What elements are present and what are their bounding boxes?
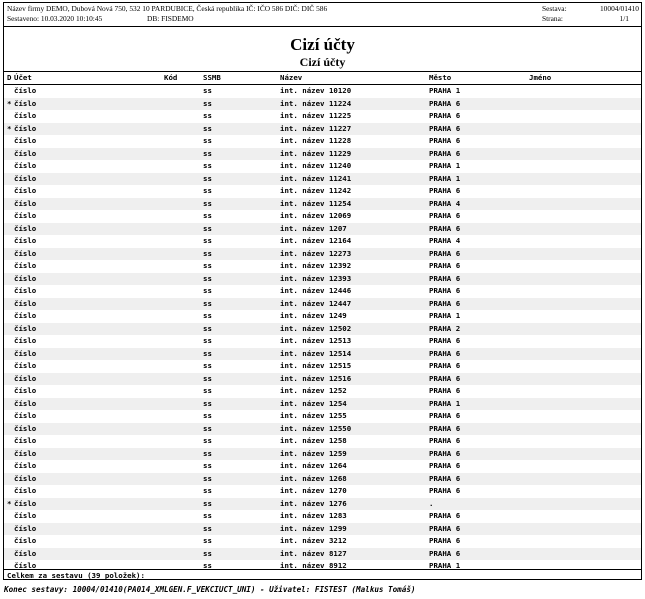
cell-mesto: PRAHA 1 xyxy=(429,398,461,408)
cell-ucet: číslo xyxy=(14,536,37,545)
cell-ssmb: ss xyxy=(203,111,212,120)
cell-nazev: int. název 11240 xyxy=(280,161,352,170)
cell-ucet: číslo xyxy=(14,511,37,520)
cell-ssmb: ss xyxy=(203,373,212,383)
account-table-body xyxy=(4,85,641,573)
table-row xyxy=(4,123,641,136)
report-total-label: Celkem za sestavu (39 položek): xyxy=(7,571,145,580)
cell-nazev: int. název 12069 xyxy=(280,211,352,220)
table-row xyxy=(4,485,641,498)
cell-ssmb: ss xyxy=(203,273,212,283)
cell-nazev: int. název 8127 xyxy=(280,548,347,558)
column-header-row xyxy=(4,71,641,85)
table-row xyxy=(4,335,641,348)
cell-mesto: PRAHA 6 xyxy=(429,461,461,470)
cell-mesto: PRAHA 6 xyxy=(429,511,461,520)
cell-mesto: PRAHA 6 xyxy=(429,436,461,445)
cell-nazev: int. název 1254 xyxy=(280,398,347,408)
cell-nazev: int. název 11224 xyxy=(280,98,352,108)
cell-mesto: PRAHA 1 xyxy=(429,311,461,320)
cell-mesto: PRAHA 6 xyxy=(429,473,461,483)
column-header-nazev: Název xyxy=(280,73,303,82)
cell-ssmb: ss xyxy=(203,361,212,370)
cell-ssmb: ss xyxy=(203,411,212,420)
cell-d: * xyxy=(7,123,12,133)
column-header-jmeno: Jméno xyxy=(529,73,552,82)
cell-ucet: číslo xyxy=(14,261,37,270)
table-row xyxy=(4,248,641,261)
table-row xyxy=(4,448,641,461)
table-row xyxy=(4,385,641,398)
cell-ssmb: ss xyxy=(203,336,212,345)
cell-nazev: int. název 12447 xyxy=(280,298,352,308)
cell-ucet: číslo xyxy=(14,198,37,208)
cell-nazev: int. název 10120 xyxy=(280,86,352,95)
cell-ucet: číslo xyxy=(14,423,37,433)
cell-nazev: int. název 1207 xyxy=(280,223,347,233)
cell-mesto: PRAHA 6 xyxy=(429,386,461,395)
cell-ssmb: ss xyxy=(203,211,212,220)
table-row xyxy=(4,323,641,336)
cell-ssmb: ss xyxy=(203,398,212,408)
table-row xyxy=(4,473,641,486)
cell-nazev: int. název 12502 xyxy=(280,323,352,333)
cell-ucet: číslo xyxy=(14,311,37,320)
cell-mesto: PRAHA 6 xyxy=(429,411,461,420)
cell-ucet: číslo xyxy=(14,448,37,458)
report-id-label: Sestava: xyxy=(542,4,567,13)
cell-mesto: PRAHA 6 xyxy=(429,111,461,120)
column-header-d: D xyxy=(7,73,12,82)
cell-mesto: PRAHA 6 xyxy=(429,261,461,270)
cell-nazev: int. název 1268 xyxy=(280,473,347,483)
cell-ucet: číslo xyxy=(14,386,37,395)
column-header-ssmb: SSMB xyxy=(203,73,221,82)
cell-ucet: číslo xyxy=(14,548,37,558)
cell-ucet: číslo xyxy=(14,236,37,245)
table-row xyxy=(4,273,641,286)
table-row xyxy=(4,510,641,523)
table-row xyxy=(4,198,641,211)
cell-ucet: číslo xyxy=(14,373,37,383)
column-header-ucet: Účet xyxy=(14,73,32,82)
cell-nazev: int. název 12514 xyxy=(280,348,352,358)
cell-nazev: int. název 12516 xyxy=(280,373,352,383)
table-row xyxy=(4,523,641,536)
cell-mesto: PRAHA 6 xyxy=(429,448,461,458)
column-header-kod: Kód xyxy=(164,73,178,82)
cell-nazev: int. název 1255 xyxy=(280,411,347,420)
table-row xyxy=(4,435,641,448)
table-row xyxy=(4,398,641,411)
cell-nazev: int. název 8912 xyxy=(280,561,347,570)
cell-ucet: číslo xyxy=(14,286,37,295)
report-id-value: 10004/01410 xyxy=(599,4,639,13)
cell-mesto: PRAHA 6 xyxy=(429,148,461,158)
cell-ucet: číslo xyxy=(14,123,37,133)
report-header xyxy=(4,3,641,27)
cell-ssmb: ss xyxy=(203,98,212,108)
cell-mesto: PRAHA 6 xyxy=(429,486,461,495)
table-row xyxy=(4,173,641,186)
table-row xyxy=(4,298,641,311)
cell-ssmb: ss xyxy=(203,473,212,483)
cell-mesto: PRAHA 2 xyxy=(429,323,461,333)
cell-ssmb: ss xyxy=(203,161,212,170)
table-row xyxy=(4,460,641,473)
cell-nazev: int. název 11229 xyxy=(280,148,352,158)
cell-ucet: číslo xyxy=(14,436,37,445)
table-row xyxy=(4,160,641,173)
cell-mesto: PRAHA 1 xyxy=(429,173,461,183)
cell-ssmb: ss xyxy=(203,298,212,308)
cell-ssmb: ss xyxy=(203,136,212,145)
cell-nazev: int. název 12515 xyxy=(280,361,352,370)
cell-ucet: číslo xyxy=(14,398,37,408)
table-row xyxy=(4,423,641,436)
cell-mesto: PRAHA 6 xyxy=(429,298,461,308)
cell-ucet: číslo xyxy=(14,248,37,258)
cell-ssmb: ss xyxy=(203,186,212,195)
cell-mesto: PRAHA 6 xyxy=(429,123,461,133)
cell-ssmb: ss xyxy=(203,198,212,208)
cell-ssmb: ss xyxy=(203,123,212,133)
cell-ssmb: ss xyxy=(203,461,212,470)
cell-nazev: int. název 12393 xyxy=(280,273,352,283)
cell-mesto: PRAHA 6 xyxy=(429,286,461,295)
cell-nazev: int. název 11254 xyxy=(280,198,352,208)
cell-mesto: PRAHA 4 xyxy=(429,198,461,208)
table-row xyxy=(4,285,641,298)
table-row xyxy=(4,548,641,561)
page-number-value: 1/1 xyxy=(619,14,629,23)
cell-ssmb: ss xyxy=(203,448,212,458)
cell-ucet: číslo xyxy=(14,173,37,183)
cell-mesto: PRAHA 1 xyxy=(429,561,461,570)
cell-mesto: PRAHA 6 xyxy=(429,373,461,383)
cell-nazev: int. název 1283 xyxy=(280,511,347,520)
cell-ssmb: ss xyxy=(203,436,212,445)
table-row xyxy=(4,85,641,98)
cell-nazev: int. název 11225 xyxy=(280,111,352,120)
cell-ucet: číslo xyxy=(14,473,37,483)
cell-ucet: číslo xyxy=(14,273,37,283)
cell-ucet: číslo xyxy=(14,348,37,358)
cell-mesto: PRAHA 1 xyxy=(429,86,461,95)
cell-ssmb: ss xyxy=(203,486,212,495)
cell-nazev: int. název 1249 xyxy=(280,311,347,320)
cell-mesto: PRAHA 6 xyxy=(429,536,461,545)
cell-mesto: PRAHA 6 xyxy=(429,223,461,233)
cell-ucet: číslo xyxy=(14,223,37,233)
cell-ssmb: ss xyxy=(203,423,212,433)
cell-mesto: PRAHA 6 xyxy=(429,136,461,145)
cell-mesto: PRAHA 6 xyxy=(429,186,461,195)
table-row xyxy=(4,223,641,236)
cell-ucet: číslo xyxy=(14,136,37,145)
cell-ssmb: ss xyxy=(203,286,212,295)
cell-mesto: PRAHA 6 xyxy=(429,423,461,433)
cell-nazev: int. název 1299 xyxy=(280,523,347,533)
cell-ucet: číslo xyxy=(14,486,37,495)
table-row xyxy=(4,360,641,373)
table-row xyxy=(4,348,641,361)
cell-ssmb: ss xyxy=(203,148,212,158)
created-timestamp: Sestaveno: 10.03.2020 10:10:45 xyxy=(7,14,103,23)
cell-ucet: číslo xyxy=(14,186,37,195)
cell-ucet: číslo xyxy=(14,148,37,158)
cell-ssmb: ss xyxy=(203,173,212,183)
cell-nazev: int. název 12273 xyxy=(280,248,352,258)
table-row xyxy=(4,310,641,323)
table-row xyxy=(4,185,641,198)
cell-nazev: int. název 12550 xyxy=(280,423,352,433)
cell-nazev: int. název 12392 xyxy=(280,261,352,270)
cell-mesto: PRAHA 1 xyxy=(429,161,461,170)
table-row xyxy=(4,210,641,223)
cell-ssmb: ss xyxy=(203,348,212,358)
cell-nazev: int. název 11228 xyxy=(280,136,352,145)
cell-nazev: int. název 3212 xyxy=(280,536,347,545)
cell-nazev: int. název 1258 xyxy=(280,436,347,445)
cell-ssmb: ss xyxy=(203,498,212,508)
report-title: Cizí účty xyxy=(290,35,355,54)
page-number-label: Strana: xyxy=(542,14,563,23)
database-name: DB: FISDEMO xyxy=(147,14,194,23)
table-row xyxy=(4,260,641,273)
cell-mesto: PRAHA 6 xyxy=(429,523,461,533)
report-footer: Konec sestavy: 10004/01410(PA014_XMLGEN.F_VEKCIUCT_UNI) - Uživatel: FISTEST (Malkus Tomáš) xyxy=(4,585,416,594)
cell-nazev: int. název 11227 xyxy=(280,123,352,133)
cell-ucet: číslo xyxy=(14,298,37,308)
table-row xyxy=(4,148,641,161)
cell-nazev: int. název 1259 xyxy=(280,448,347,458)
report-page xyxy=(3,2,642,580)
cell-nazev: int. název 1276 xyxy=(280,498,347,508)
cell-nazev: int. název 1264 xyxy=(280,461,347,470)
table-row xyxy=(4,135,641,148)
cell-mesto: . xyxy=(429,498,434,508)
cell-ucet: číslo xyxy=(14,461,37,470)
cell-nazev: int. název 1252 xyxy=(280,386,347,395)
cell-mesto: PRAHA 4 xyxy=(429,236,461,245)
cell-ssmb: ss xyxy=(203,311,212,320)
cell-ssmb: ss xyxy=(203,386,212,395)
report-total-row xyxy=(4,569,641,581)
cell-ssmb: ss xyxy=(203,523,212,533)
cell-ssmb: ss xyxy=(203,86,212,95)
cell-nazev: int. název 12513 xyxy=(280,336,352,345)
cell-d: * xyxy=(7,498,12,508)
cell-mesto: PRAHA 6 xyxy=(429,548,461,558)
cell-ssmb: ss xyxy=(203,236,212,245)
cell-mesto: PRAHA 6 xyxy=(429,248,461,258)
company-info: Název firmy DEMO, Dubová Nová 750, 532 10 PARDUBICE, Česká republika IČ: IČO 586 DIČ: DIČ 586 xyxy=(7,4,328,13)
column-header-mesto: Město xyxy=(429,73,452,82)
cell-ucet: číslo xyxy=(14,336,37,345)
cell-ssmb: ss xyxy=(203,511,212,520)
cell-ucet: číslo xyxy=(14,98,37,108)
cell-ucet: číslo xyxy=(14,411,37,420)
cell-ssmb: ss xyxy=(203,548,212,558)
cell-ucet: číslo xyxy=(14,323,37,333)
cell-ssmb: ss xyxy=(203,323,212,333)
table-row xyxy=(4,235,641,248)
cell-ucet: číslo xyxy=(14,211,37,220)
cell-mesto: PRAHA 6 xyxy=(429,348,461,358)
cell-ssmb: ss xyxy=(203,561,212,570)
cell-mesto: PRAHA 6 xyxy=(429,98,461,108)
cell-ucet: číslo xyxy=(14,498,37,508)
cell-ssmb: ss xyxy=(203,223,212,233)
cell-ssmb: ss xyxy=(203,261,212,270)
cell-mesto: PRAHA 6 xyxy=(429,273,461,283)
cell-ucet: číslo xyxy=(14,111,37,120)
table-row xyxy=(4,110,641,123)
cell-nazev: int. název 12164 xyxy=(280,236,352,245)
table-row xyxy=(4,410,641,423)
cell-mesto: PRAHA 6 xyxy=(429,336,461,345)
cell-ucet: číslo xyxy=(14,561,37,570)
cell-ucet: číslo xyxy=(14,523,37,533)
report-subtitle: Cizí účty xyxy=(299,55,346,69)
table-row xyxy=(4,498,641,511)
cell-nazev: int. název 12446 xyxy=(280,286,352,295)
table-row xyxy=(4,535,641,548)
cell-ucet: číslo xyxy=(14,161,37,170)
cell-ucet: číslo xyxy=(14,361,37,370)
table-row xyxy=(4,373,641,386)
cell-nazev: int. název 1270 xyxy=(280,486,347,495)
cell-ssmb: ss xyxy=(203,248,212,258)
cell-ssmb: ss xyxy=(203,536,212,545)
cell-mesto: PRAHA 6 xyxy=(429,211,461,220)
cell-nazev: int. název 11242 xyxy=(280,186,352,195)
cell-ucet: číslo xyxy=(14,86,37,95)
cell-d: * xyxy=(7,98,12,108)
table-row xyxy=(4,98,641,111)
cell-nazev: int. název 11241 xyxy=(280,173,352,183)
cell-mesto: PRAHA 6 xyxy=(429,361,461,370)
